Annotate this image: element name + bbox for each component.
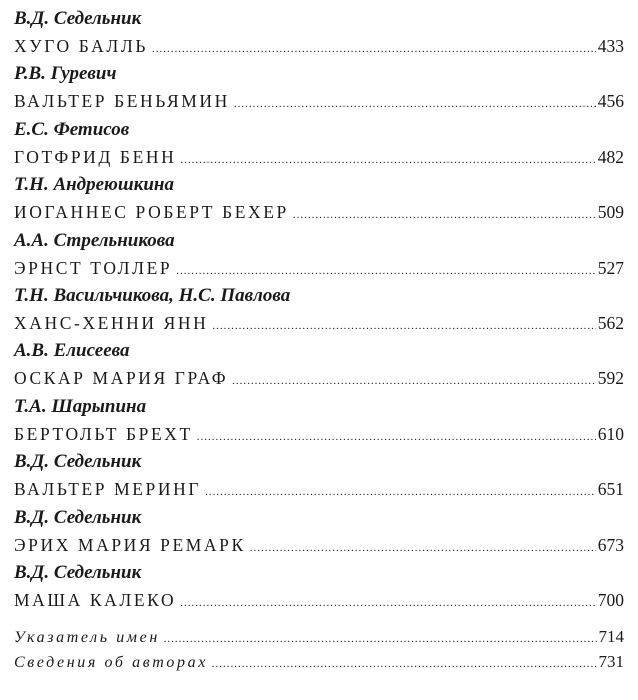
entry-page-number: 651 [597, 479, 624, 500]
appendix-entry[interactable] [12, 626, 624, 651]
entry-title-line [14, 589, 624, 614]
entry-title-line [14, 257, 624, 282]
entry-page-number: 610 [597, 423, 624, 444]
appendix-section [12, 626, 624, 676]
entry-title: ГОТФРИД БЕНН [14, 146, 177, 167]
entry-author: В.Д. Седельник [14, 506, 142, 528]
appendix-page-number: 714 [598, 627, 624, 646]
entry-page-number: 509 [597, 202, 624, 223]
dot-leader [180, 149, 595, 171]
entry-author: А.А. Стрельникова [14, 229, 175, 251]
entry-author: В.Д. Седельник [14, 451, 142, 473]
toc-entry[interactable] [12, 449, 624, 504]
entry-page-number: 527 [597, 257, 624, 278]
entry-title-line [14, 423, 624, 448]
appendix-title: Сведения об авторах [14, 654, 208, 671]
dot-leader [212, 315, 595, 337]
entry-title: ОСКАР МАРИЯ ГРАФ [14, 368, 229, 389]
dot-leader [197, 426, 596, 448]
entry-title-line [14, 146, 624, 171]
dot-leader [176, 260, 596, 282]
entry-page-number: 700 [597, 589, 624, 610]
entry-title: ЭРИХ МАРИЯ РЕМАРК [14, 534, 246, 555]
entry-title: МАША КАЛЕКО [14, 589, 177, 610]
entry-author: Е.С. Фетисов [14, 118, 130, 140]
dot-leader [250, 537, 596, 559]
dot-leader [180, 592, 596, 614]
entry-author: В.Д. Седельник [14, 8, 142, 29]
appendix-page-number: 731 [598, 652, 624, 671]
dot-leader [212, 653, 597, 675]
entry-page-number: 673 [597, 534, 624, 555]
toc-entry[interactable] [12, 283, 624, 338]
toc-entry[interactable] [12, 61, 624, 116]
entry-title: БЕРТОЛЬТ БРЕХТ [14, 423, 193, 444]
entry-title-line [14, 534, 624, 559]
entry-page-number: 592 [597, 368, 624, 389]
entry-author: А.В. Елисеева [14, 340, 130, 362]
entry-title-line [14, 312, 624, 337]
toc-entry[interactable] [12, 117, 624, 172]
entry-title-line [14, 478, 624, 503]
entry-title: ХАНС-ХЕННИ ЯНН [14, 312, 209, 333]
dot-leader [232, 370, 596, 392]
entry-title-line [14, 35, 624, 60]
entry-author: Т.Н. Андреюшкина [14, 174, 174, 196]
entry-title: ЭРНСТ ТОЛЛЕР [14, 257, 173, 278]
entry-title: ВАЛЬТЕР МЕРИНГ [14, 479, 202, 500]
entry-author: Т.Н. Васильчикова, Н.С. Павлова [14, 284, 291, 306]
entry-title-line [14, 90, 624, 115]
entry-page-number: 482 [597, 146, 624, 167]
dot-leader [293, 204, 596, 226]
entry-title: ВАЛЬТЕР БЕНЬЯМИН [14, 91, 230, 112]
entry-page-number: 456 [597, 91, 624, 112]
entry-author: Т.А. Шарыпина [14, 395, 147, 417]
entry-title-line [14, 201, 624, 226]
toc-entry[interactable] [12, 505, 624, 560]
toc-entry[interactable] [12, 172, 624, 227]
entry-title: ИОГАННЕС РОБЕРТ БЕХЕР [14, 202, 289, 223]
dot-leader [205, 481, 596, 503]
entry-author: В.Д. Седельник [14, 561, 142, 583]
entry-title-line [14, 367, 624, 392]
entry-title: ХУГО БАЛЛЬ [14, 36, 148, 56]
entry-author: Р.В. Гуревич [14, 63, 117, 85]
toc-entry[interactable] [12, 228, 624, 283]
toc-entry[interactable] [12, 6, 624, 61]
table-of-contents [12, 6, 624, 615]
toc-entry[interactable] [12, 560, 624, 615]
dot-leader [164, 628, 597, 650]
appendix-title: Указатель имен [14, 629, 160, 646]
entry-page-number: 562 [597, 312, 624, 333]
entry-page-number: 433 [597, 36, 624, 56]
appendix-entry[interactable] [12, 651, 624, 676]
dot-leader [152, 38, 596, 60]
toc-entry[interactable] [12, 394, 624, 449]
dot-leader [234, 93, 596, 115]
toc-entry[interactable] [12, 338, 624, 393]
